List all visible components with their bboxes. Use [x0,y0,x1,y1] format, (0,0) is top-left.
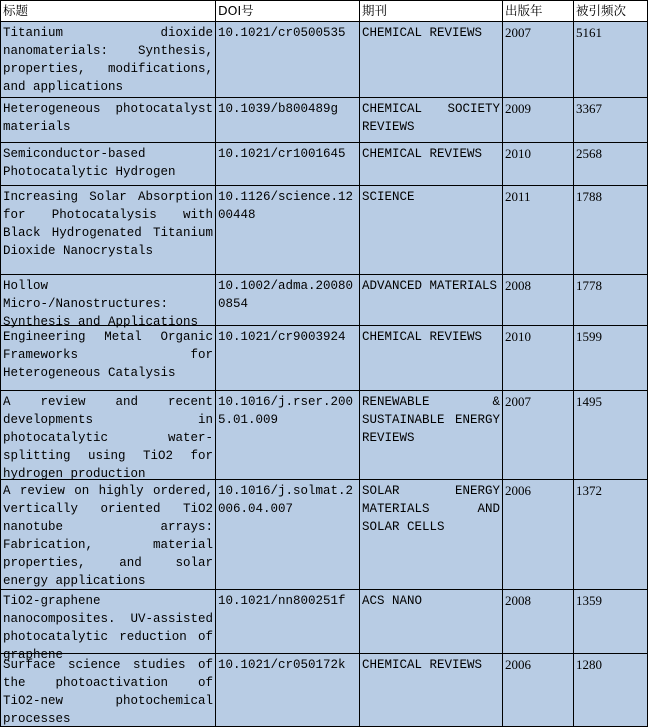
citations-cell[interactable] [574,590,648,654]
year-cell[interactable] [503,326,574,391]
journal-text: ADVANCED MATERIALS [362,279,498,293]
doi-cell[interactable] [216,326,360,391]
doi-cell[interactable] [216,98,360,143]
citations-cell[interactable] [574,98,648,143]
doi-text: 10.1021/nn800251f [218,594,346,608]
doi-text: 10.1021/cr050172k [218,658,346,672]
citations-text: 5161 [576,25,602,40]
journal-text: CHEMICAL REVIEWS [362,26,483,40]
table-row [1,654,648,727]
year-text: 2010 [505,146,531,161]
journal-cell[interactable] [360,186,503,275]
doi-cell[interactable] [216,275,360,326]
journal-text: CHEMICAL REVIEWS [362,147,483,161]
journal-cell[interactable] [360,275,503,326]
journal-cell[interactable] [360,654,503,727]
title-cell[interactable] [1,275,216,329]
title-text: A review on highly ordered, vertically oriented TiO2 nanotube arrays: Fabrication, material properties, and solar energy applications [3,484,213,588]
table-row [1,186,648,275]
doi-cell[interactable] [216,654,360,727]
doi-text: 10.1021/cr1001645 [218,147,346,161]
citations-cell[interactable] [574,391,648,480]
title-cell[interactable] [1,186,216,275]
header-row [1,1,648,22]
year-cell[interactable] [503,480,574,590]
year-cell[interactable] [503,275,574,326]
year-text: 2007 [505,394,531,409]
citations-text: 2568 [576,146,602,161]
table-row [1,143,648,186]
citations-cell[interactable] [574,143,648,186]
title-text: Surface science studies of the photoactivation of TiO2-new photochemical processes [3,658,213,726]
year-text: 2006 [505,657,531,672]
title-text: Semiconductor-based Photocatalytic Hydrogen [3,147,176,179]
journal-text: CHEMICAL REVIEWS [362,658,483,672]
year-text: 2010 [505,329,531,344]
title-text: Heterogeneous photocatalyst materials [3,102,213,134]
table-row [1,326,648,391]
title-text: Hollow Micro-/Nanostructures: Synthesis and Applications [3,279,199,329]
doi-cell[interactable] [216,391,360,480]
citations-cell[interactable] [574,275,648,326]
citations-text: 1599 [576,329,602,344]
citations-text: 1495 [576,394,602,409]
year-cell[interactable] [503,22,574,98]
doi-text: 10.1021/cr9003924 [218,330,346,344]
doi-text: 10.1002/adma.200800854 [218,279,354,311]
title-cell[interactable] [1,391,216,480]
year-cell[interactable] [503,186,574,275]
citations-text: 3367 [576,101,602,116]
citations-text: 1280 [576,657,602,672]
table-row [1,391,648,480]
title-cell[interactable] [1,98,216,143]
title-cell[interactable] [1,590,216,662]
citations-cell[interactable] [574,326,648,391]
year-cell[interactable] [503,391,574,480]
title-cell[interactable] [1,326,216,391]
year-text: 2008 [505,593,531,608]
title-text: TiO2-graphene nanocomposites. UV-assisted photocatalytic reduction of graphene [3,594,213,662]
citations-text: 1359 [576,593,602,608]
title-cell[interactable] [1,654,216,727]
year-cell[interactable] [503,654,574,727]
doi-cell[interactable] [216,480,360,590]
doi-cell[interactable] [216,590,360,654]
year-cell[interactable] [503,590,574,654]
table-row [1,590,648,654]
year-text: 2009 [505,101,531,116]
doi-text: 10.1126/science.1200448 [218,190,354,222]
journal-text: ACS NANO [362,594,423,608]
citations-text: 1372 [576,483,602,498]
doi-text: 10.1021/cr0500535 [218,26,346,40]
journal-text: CHEMICAL SOCIETY REVIEWS [362,102,500,134]
citations-text: 1778 [576,278,602,293]
title-cell[interactable] [1,22,216,98]
journal-text: RENEWABLE & SUSTAINABLE ENERGY REVIEWS [362,395,500,445]
title-text: Increasing Solar Absorption for Photocatalysis with Black Hydrogenated Titanium Dioxide Nanocrystals [3,190,213,258]
doi-cell[interactable] [216,186,360,275]
title-cell[interactable] [1,480,216,590]
citations-cell[interactable] [574,22,648,98]
table-row [1,98,648,143]
doi-text: 10.1039/b800489g [218,102,339,116]
citations-text: 1788 [576,189,602,204]
doi-text: 10.1016/j.solmat.2006.04.007 [218,484,354,516]
header-year[interactable]: 出版年 [503,1,574,22]
table-row [1,275,648,326]
year-cell[interactable] [503,143,574,186]
header-citations[interactable]: 被引频次 [574,1,648,22]
doi-text: 10.1016/j.rser.2005.01.009 [218,395,354,427]
header-title[interactable]: 标题 [1,1,216,22]
journal-text: SOLAR ENERGY MATERIALS AND SOLAR CELLS [362,484,500,534]
journal-cell[interactable] [360,391,503,480]
journal-text: SCIENCE [362,190,415,204]
citations-cell[interactable] [574,654,648,727]
title-cell[interactable] [1,143,216,186]
year-text: 2006 [505,483,531,498]
year-text: 2011 [505,189,531,204]
year-text: 2007 [505,25,531,40]
journal-cell[interactable] [360,326,503,391]
journal-cell[interactable] [360,480,503,590]
journal-text: CHEMICAL REVIEWS [362,330,483,344]
header-journal[interactable]: 期刊 [360,1,503,22]
title-text: A review and recent developments in photocatalytic water-splitting using TiO2 for hydrogen production [3,395,213,481]
citations-cell[interactable] [574,480,648,590]
year-text: 2008 [505,278,531,293]
header-doi[interactable]: DOI号 [216,1,360,22]
doi-cell[interactable] [216,143,360,186]
table-row [1,22,648,98]
journal-cell[interactable] [360,590,503,654]
journal-cell[interactable] [360,98,503,143]
journal-cell[interactable] [360,143,503,186]
title-text: Titanium dioxide nanomaterials: Synthesis, properties, modifications, and applications [3,26,213,94]
doi-cell[interactable] [216,22,360,98]
year-cell[interactable] [503,98,574,143]
title-text: Engineering Metal Organic Frameworks for Heterogeneous Catalysis [3,330,213,380]
journal-cell[interactable] [360,22,503,98]
citations-cell[interactable] [574,186,648,275]
table-row [1,480,648,590]
